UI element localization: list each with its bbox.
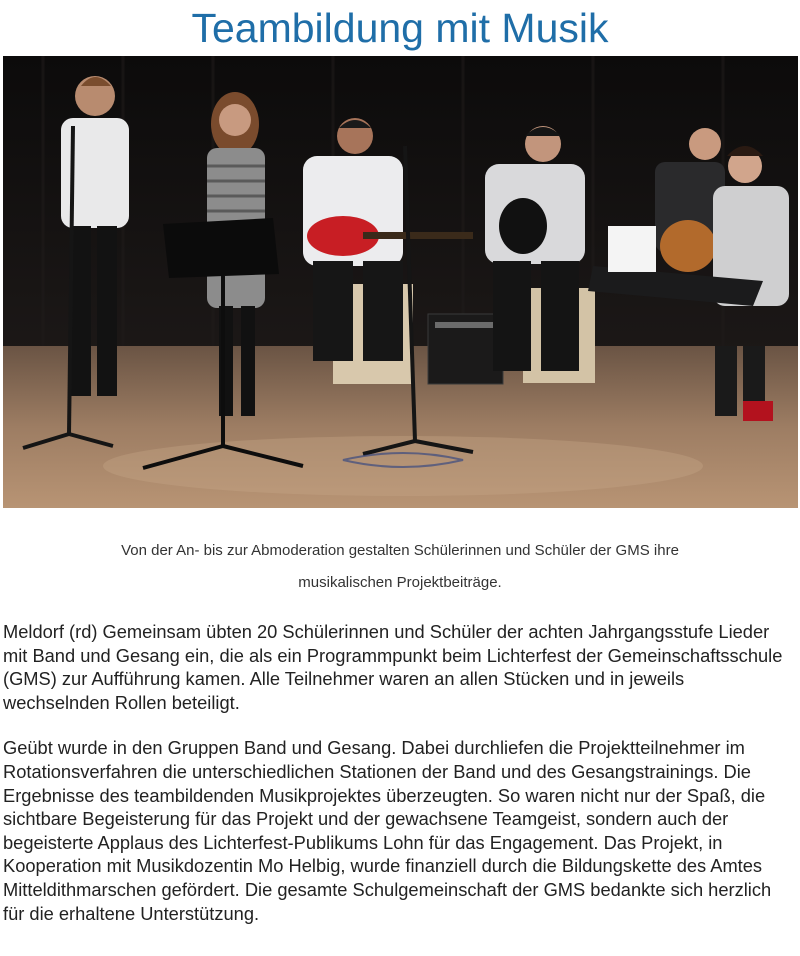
article-paragraph-1: Meldorf (rd) Gemeinsam übten 20 Schülerinnen und Schüler der achten Jahrgangsstufe Lieder mit Band und Gesang ein, die als ein Programmpunkt beim Lichterfest der Gemeinschaftsschule (GMS) zur Aufführung kamen. Alle Teilnehmer waren an allen Stücken und in jeweils wechselnden Rollen beteiligt. xyxy=(3,621,783,713)
article-paragraph-2: Geübt wurde in den Gruppen Band und Gesang. Dabei durchliefen die Projektteilnehmer im Rotationsverfahren die unterschiedlichen Stationen der Band und des Gesangstrainings. Die Ergebnisse des teambildenden Musikprojektes überzeugten. So waren nicht nur der Spaß, die sichtbare Begeisterung für das Projekt und der gewachsene Teamgeist, sondern auch der begeisterte Applaus des Lichterfest-Publikums Lohn für das Engagement. Das Projekt, in Kooperation mit Musikdozentin Mo Helbig, wurde finanziell durch die Bildungskette des Amtes Mitteldithmarschen gefördert. Die gesamte Schulgemeinschaft der GMS bedankte sich herzlich für die erhaltene Unterstützung. xyxy=(3,737,772,924)
photo-caption-line-2: musikalischen Projektbeiträge. xyxy=(298,574,502,591)
article-title: Teambildung mit Musik xyxy=(191,5,609,51)
article-body xyxy=(3,620,793,947)
band-performance-photo xyxy=(3,56,798,508)
photo-caption-line-1: Von der An- bis zur Abmoderation gestalten Schülerinnen und Schüler der GMS ihre xyxy=(121,542,679,559)
